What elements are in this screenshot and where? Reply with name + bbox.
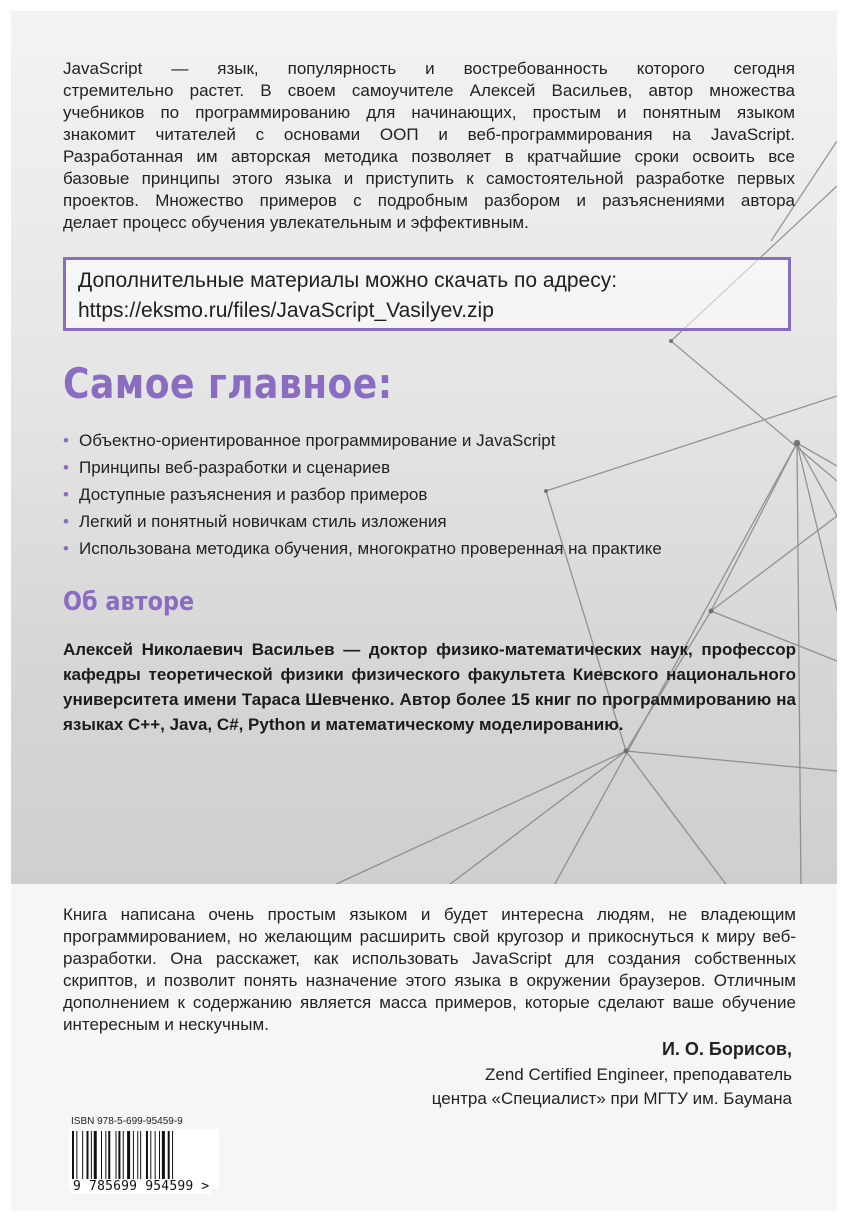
intro-line: Разработанная им авторская методика позволяет в кратчайшие сроки освоить все (63, 147, 795, 166)
intro-line: знакомит читателей с основами ООП и веб-программирования на JavaScript. (63, 125, 795, 144)
bullet-icon: • (63, 458, 69, 477)
list-item (63, 535, 662, 562)
isbn-label: ISBN 978-5-699-95459-9 (71, 1116, 183, 1127)
reviewer-name: И. О. Борисов, (661, 1039, 792, 1059)
list-item (63, 454, 662, 481)
intro-line: JavaScript — язык, популярность и востребованность которого сегодня (63, 59, 795, 78)
intro-line: проектов. Множество примеров с подробным разбором и разъяснениями автора (63, 191, 795, 210)
intro-paragraph (63, 58, 795, 234)
bullet-icon: • (63, 512, 69, 531)
highlights-title: Самое главное: (63, 359, 393, 408)
reviewer-role: Zend Certified Engineer, преподаватель (484, 1065, 792, 1084)
list-item (63, 427, 662, 454)
list-item-text: Доступные разъяснения и разбор примеров (79, 485, 428, 504)
book-back-cover (11, 11, 837, 1211)
list-item-text: Объектно-ориентированное программирование и JavaScript (79, 431, 556, 450)
intro-line: делает процесс обучения увлекательным и эффективным. (63, 213, 529, 232)
list-item-text: Принципы веб-разработки и сценариев (79, 458, 391, 477)
list-item (63, 481, 662, 508)
intro-line: базовые принципы этого языка и приступить к самостоятельной разработке первых (63, 169, 795, 188)
downloads-box (63, 257, 791, 331)
about-author-text: Алексей Николаевич Васильев — доктор физико-математических наук, профессор кафедры теоретической физики физического факультета Киевского национального университета имени Тараса Шевченко. Автор более 15 книг по программированию на языках C++, Java, C#, Python и математическому моделированию. (63, 640, 796, 734)
downloads-label: Дополнительные материалы можно скачать по адресу: (78, 269, 618, 292)
list-item-text: Использована методика обучения, многократно проверенная на практике (79, 539, 662, 558)
highlights-list (63, 427, 662, 562)
intro-line: стремительно растет. В своем самоучителе Алексей Васильев, автор множества (63, 81, 795, 100)
intro-line: учебников по программированию для начинающих, простым и понятным языком (63, 103, 795, 122)
reviewer-signature (432, 1036, 792, 1111)
barcode-digits: 9 785699 954599 > (73, 1179, 210, 1194)
downloads-url[interactable]: https://eksmo.ru/files/JavaScript_Vasilyev.zip (78, 299, 494, 322)
list-item (63, 508, 662, 535)
reviewer-place: центра «Специалист» при МГТУ им. Баумана (431, 1089, 792, 1108)
review-text: Книга написана очень простым языком и будет интересна людям, не владеющим программированием, но желающим расширить свой кругозор и прикоснуться к миру веб-разработки. Она расскажет, как использовать JavaScript для создания собственных скриптов, и позволит понять назначение этого языка в окружении браузеров. Отличным дополнением к содержанию является масса примеров, которые сделают ваше обучение интересным и нескучным. (63, 905, 796, 1034)
bullet-icon: • (63, 539, 69, 558)
bullet-icon: • (63, 485, 69, 504)
bullet-icon: • (63, 431, 69, 450)
about-author-title: Об авторе (63, 587, 195, 617)
list-item-text: Легкий и понятный новичкам стиль изложения (79, 512, 447, 531)
